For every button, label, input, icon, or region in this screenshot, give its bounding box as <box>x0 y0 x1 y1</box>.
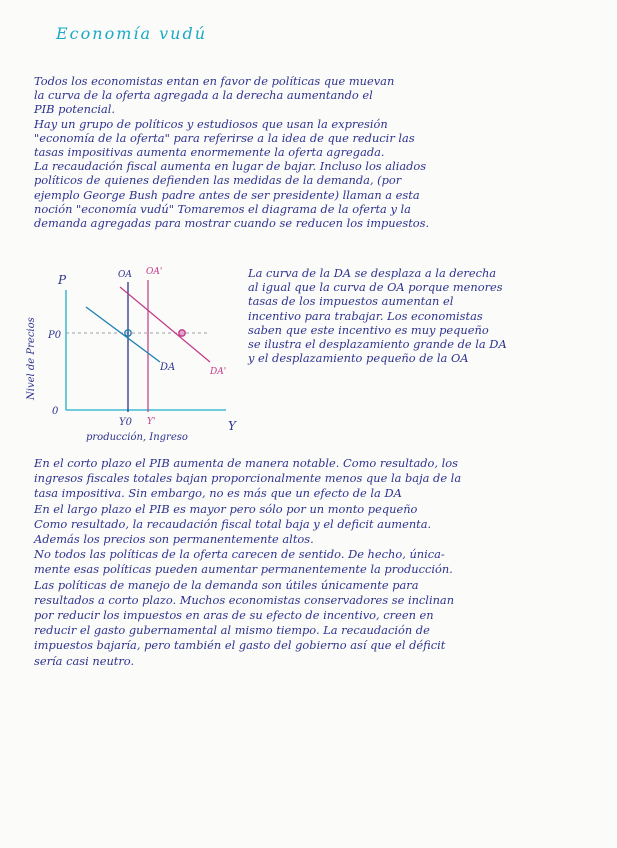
paragraph3-line: resultados a corto plazo. Muchos economistas conservadores se inclinan <box>34 592 455 607</box>
paragraph1-line: La recaudación fiscal aumenta en lugar de bajar. Incluso los aliados <box>34 159 427 174</box>
paragraph-chart-explanation <box>248 266 600 365</box>
paragraph-conclusion <box>34 456 594 669</box>
da-prime-label: DA' <box>210 367 227 377</box>
paragraph2-line: La curva de la DA se desplaza a la derecha <box>248 266 497 280</box>
page-title: Economía vudú <box>56 24 208 43</box>
paragraph1-line: tasas impositivas aumenta enormemente la oferta agregada. <box>34 145 385 160</box>
paragraph3-line: mente esas políticas pueden aumentar permanentemente la producción. <box>34 562 453 577</box>
paragraph3-line: tasa impositiva. Sin embargo, no es más que un efecto de la DA <box>34 486 402 501</box>
output-label-y0: Y0 <box>119 417 132 428</box>
origin-label: 0 <box>52 406 59 417</box>
paragraph1-line: ejemplo George Bush padre antes de ser presidente) llaman a esta <box>34 187 420 202</box>
da-label: DA <box>160 362 176 373</box>
paragraph1-line: PIB potencial. <box>34 102 116 117</box>
paragraph1-line: "economía de la oferta" para referirse a la idea de que reducir las <box>34 130 415 145</box>
paragraph3-line: por reducir los impuestos en aras de su efecto de incentivo, creen en <box>34 608 434 623</box>
paragraph3-line: En el corto plazo el PIB aumenta de manera notable. Como resultado, los <box>34 456 459 470</box>
paragraph3-line: reducir el gasto gubernamental al mismo tiempo. La recaudación de <box>34 623 430 638</box>
paragraph3-line: Las políticas de manejo de la demanda son útiles únicamente para <box>34 577 419 592</box>
paragraph1-line: Hay un grupo de políticos y estudiosos que usan la expresión <box>34 116 388 131</box>
paragraph1-line: políticos de quienes defienden las medidas de la demanda, (por <box>34 173 402 188</box>
paragraph2-line: tasas de los impuestos aumentan el <box>248 294 454 309</box>
equilibrium-point-1 <box>179 330 185 336</box>
paragraph3-line: Como resultado, la recaudación fiscal total baja y el deficit aumenta. <box>34 516 432 531</box>
axis-letter-p: P <box>58 273 67 287</box>
paragraph2-line: incentivo para trabajar. Los economistas <box>248 308 483 323</box>
paragraph2-line: saben que este incentivo es muy pequeño <box>248 322 489 337</box>
paragraph3-line: Además los precios son permanentemente altos. <box>34 532 314 547</box>
da-curve <box>86 307 160 362</box>
paragraph3-line: sería casi neutro. <box>34 653 135 668</box>
da-prime-curve <box>120 287 210 362</box>
paragraph3-line: En el largo plazo el PIB es mayor pero sólo por un monto pequeño <box>34 501 418 516</box>
oa-prime-label: OA' <box>146 267 163 277</box>
paragraph1-line: noción "economía vudú" Tomaremos el diagrama de la oferta y la <box>34 201 411 216</box>
paragraph1-line: la curva de la oferta agregada a la derecha aumentando el <box>34 88 373 103</box>
paragraph2-line: al igual que la curva de OA porque menores <box>248 280 503 295</box>
ylabel: Nivel de Precios <box>26 317 37 400</box>
axis-letter-y: Y <box>228 419 236 433</box>
oa-label: OA <box>118 270 132 280</box>
paragraph2-line: se ilustra el desplazamiento grande de la DA <box>248 337 507 352</box>
paragraph3-line: ingresos fiscales totales bajan proporcionalmente menos que la baja de la <box>34 471 462 486</box>
paragraph3-line: No todos las políticas de la oferta carecen de sentido. De hecho, única- <box>34 547 445 562</box>
paragraph3-line: impuestos bajaría, pero también el gasto del gobierno así que el déficit <box>34 638 446 653</box>
paragraph1-line: Todos los economistas entan en favor de políticas que muevan <box>34 74 395 88</box>
paragraph1-line: demanda agregadas para mostrar cuando se reducen los impuestos. <box>34 216 430 231</box>
xlabel: producción, Ingreso <box>86 432 188 443</box>
price-label-p0: P0 <box>48 330 62 341</box>
output-label-y1: Y' <box>147 417 156 427</box>
paragraph2-line: y el desplazamiento pequeño de la OA <box>248 351 469 366</box>
